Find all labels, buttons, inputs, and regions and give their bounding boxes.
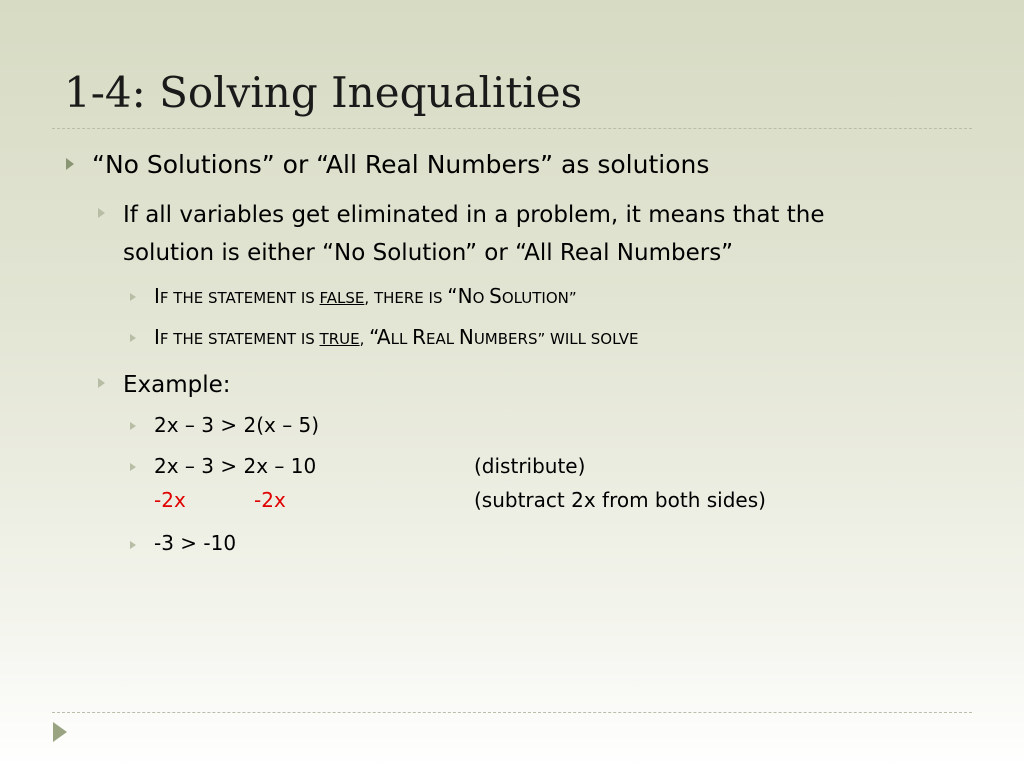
small-triangle-bullet-icon	[98, 208, 105, 218]
small-triangle-bullet-icon	[98, 378, 105, 388]
small-triangle-bullet-icon	[130, 541, 136, 549]
subtract-term-left: -2x	[154, 488, 186, 512]
next-slide-arrow-icon[interactable]	[53, 722, 67, 742]
small-triangle-bullet-icon	[130, 334, 136, 342]
triangle-bullet-icon	[66, 158, 74, 170]
bullet-variables-eliminated-line2: solution is either “No Solution” or “All Real Numbers”	[123, 240, 734, 266]
bullet-false-statement: IF THE STATEMENT IS FALSE, THERE IS “NO SOLUTION”	[154, 284, 577, 308]
title-divider	[52, 128, 972, 129]
footer-divider	[52, 712, 972, 713]
small-triangle-bullet-icon	[130, 463, 136, 471]
slide-title: 1-4: Solving Inequalities	[64, 68, 583, 117]
bullet-true-statement: IF THE STATEMENT IS TRUE, “ALL REAL NUMBERS” WILL SOLVE	[154, 325, 639, 349]
small-triangle-bullet-icon	[130, 293, 136, 301]
step-result: -3 > -10	[154, 531, 237, 555]
step-note-subtract: (subtract 2x from both sides)	[474, 488, 766, 512]
bullet-example-label: Example:	[123, 372, 231, 398]
small-triangle-bullet-icon	[130, 422, 136, 430]
bullet-no-solutions-all-real: “No Solutions” or “All Real Numbers” as solutions	[92, 150, 710, 179]
underlined-false: FALSE	[319, 289, 365, 307]
step-note-distribute: (distribute)	[474, 454, 586, 478]
step-distributed: 2x – 3 > 2x – 10	[154, 454, 317, 478]
step-original-inequality: 2x – 3 > 2(x – 5)	[154, 413, 320, 437]
subtract-term-right: -2x	[254, 488, 286, 512]
underlined-true: TRUE	[319, 330, 360, 348]
bullet-variables-eliminated-line1: If all variables get eliminated in a problem, it means that the	[123, 202, 825, 228]
